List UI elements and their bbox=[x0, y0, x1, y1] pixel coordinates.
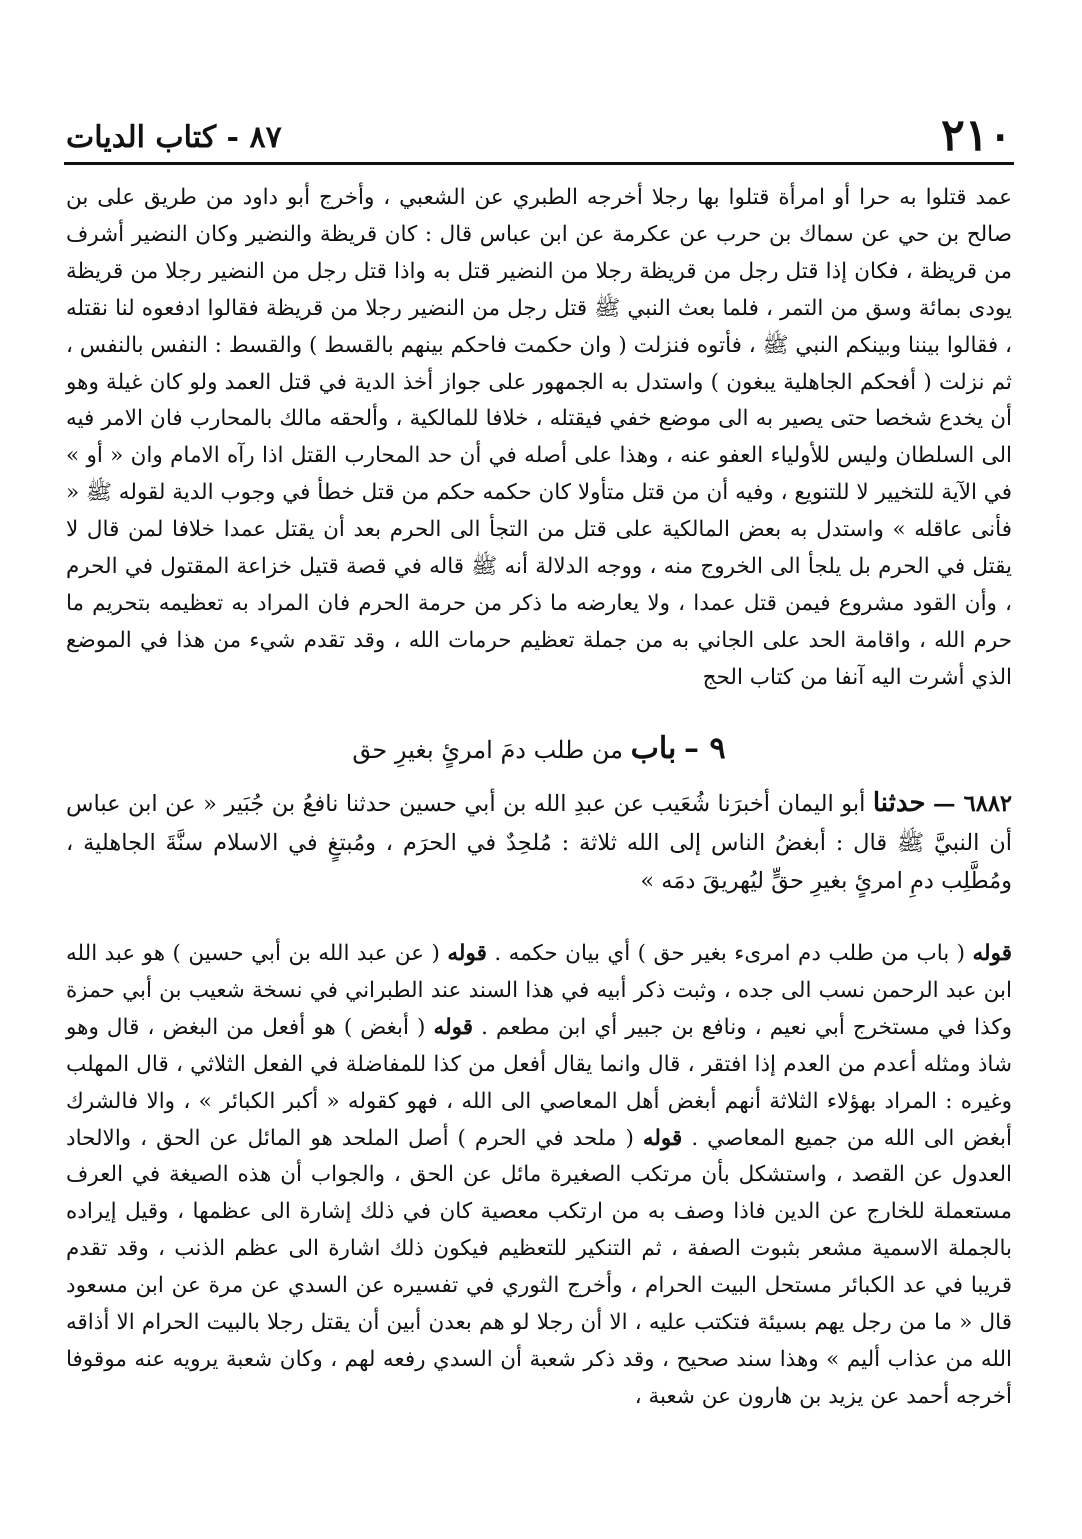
commentary-text-2 bbox=[66, 936, 1012, 1416]
commentary-paragraph-1 bbox=[66, 180, 1012, 720]
kawluhu-marker: قوله bbox=[972, 941, 1012, 966]
commentary-segment: ( عن عبد الله بن أبي حسين ) هو عبد الله ابن عبد الرحمن نسب الى جده ، وثبت ذكر أبيه في هذا السند عند الطبراني في نسخة شعيب بن أبي حمزة وكذا في مستخرج أبي نعيم ، ونافع بن جبير أي ابن مطعم . bbox=[66, 941, 1012, 1040]
commentary-segment: ( أبغض ) هو أفعل من البغض ، قال وهو شاذ ومثله أعدم من العدم إذا افتقر ، قال وانما يقال أفعل من كذا للمفاضلة في الفعل الثلاثي ، قال المهلب وغيره : المراد بهؤلاء الثلاثة أنهم أبغض أهل المعاصي الى الله ، فهو كقوله « أكبر الكبائر » ، والا فالشرك أبغض الى الله من جميع المعاصي . bbox=[66, 1014, 1012, 1151]
hadith-text: أبو اليمان أخبرَنا شُعَيب عن عبدِ الله بن أبي حسين حدثنا نافعُ بن جُبَير « عن ابن عباس أن النبيَّ ﷺ قال : أبغضُ الناس إلى الله ثلاثة : مُلحِدٌ في الحرَم ، ومُبتغٍ في الاسلام سنَّةَ الجاهلية ، ومُطَّلِب دمِ امرئٍ بغيرِ حقٍّ ليُهريقَ دمَه » bbox=[66, 791, 1012, 894]
header-rule bbox=[64, 162, 1014, 165]
kawluhu-marker: قوله bbox=[433, 1014, 474, 1040]
hadith-paragraph bbox=[66, 784, 1012, 901]
kawluhu-marker: قوله bbox=[447, 941, 487, 966]
haddathana-word: حدثنا bbox=[872, 788, 926, 818]
page-header bbox=[66, 112, 1012, 160]
kawluhu-marker: قوله bbox=[642, 1125, 683, 1151]
commentary-paragraph-2 bbox=[66, 936, 1012, 1456]
page-number: ٢١٠ bbox=[941, 110, 1012, 161]
hadith-block bbox=[66, 784, 1012, 902]
chapter-word: باب bbox=[630, 731, 677, 766]
running-title: ٨٧ - كتاب الديات bbox=[66, 120, 282, 155]
commentary-segment: ( ملحد في الحرم ) أصل الملحد هو المائل عن الحق ، والالحاد العدول عن القصد ، واستشكل بأن مرتكب الصغيرة مائل عن الحق ، والجواب أن هذه الصيغة في العرف مستعملة للخارج عن الدين فاذا وصف به من ارتكب معصية كان في ذلك إشارة الى عظمها ، وقيل إيراده بالجملة الاسمية مشعر بثبوت الصفة ، ثم التنكير للتعظيم فيكون ذلك اشارة الى عظم الذنب ، وقد تقدم قريبا في عد الكبائر مستحل البيت الحرام ، وأخرج الثوري في تفسيره عن السدي عن مرة عن ابن مسعود قال « ما من رجل يهم بسيئة فتكتب عليه ، الا أن رجلا لو هم بعدن أبين أن يقتل رجلا بالبيت الحرام الا أذاقه الله من عذاب أليم » وهذا سند صحيح ، وقد ذكر شعبة أن السدي رفعه لهم ، وكان شعبة يرويه عنه موقوفا أخرجه أحمد عن يزيد بن هارون عن شعبة ، bbox=[66, 1125, 1012, 1409]
chapter-number: ٩ – bbox=[684, 731, 726, 766]
commentary-segment: ( باب من طلب دم امرىء بغير حق ) أي بيان حكمه . bbox=[494, 941, 966, 966]
chapter-title: من طلب دمَ امرئٍ بغيرِ حق bbox=[352, 736, 623, 764]
commentary-text-1: عمد قتلوا به حرا أو امرأة قتلوا بها رجلا أخرجه الطبري عن الشعبي ، وأخرج أبو داود من طريق على بن صالح بن حي عن سماك بن حرب عن عكرمة عن ابن عباس قال : كان قريظة والنضير وكان النضير أشرف من قريظة ، فكان إذا قتل رجل من قريظة رجلا من النضير قتل به واذا قتل رجل من النضير رجلا من قريظة يودى بمائة وسق من التمر ، فلما بعث النبي ﷺ قتل رجل من النضير رجلا من قريظة فقالوا ادفعوه لنا نقتله ، فقالوا بيننا وبينكم النبي ﷺ ، فأتوه فنزلت ( وان حكمت فاحكم بينهم بالقسط ) والقسط : النفس بالنفس ، ثم نزلت ( أفحكم الجاهلية يبغون ) واستدل به الجمهور على جواز أخذ الدية في قتل العمد ولو كان غيلة وهو أن يخدع شخصا حتى يصير به الى موضع خفي فيقتله ، خلافا للمالكية ، وألحقه مالك بالمحارب فان الامر فيه الى السلطان وليس للأولياء العفو عنه ، وهذا على أصله في أن حد المحارب القتل اذا رآه الامام وان « أو » في الآية للتخيير لا للتنويع ، وفيه أن من قتل متأولا كان حكمه حكم من قتل خطأ في وجوب الدية لقوله ﷺ « فأنى عاقله » واستدل به بعض المالكية على قتل من التجأ الى الحرم بعد أن يقتل عمدا خلافا لمن قال لا يقتل في الحرم بل يلجأ الى الخروج منه ، ووجه الدلالة أنه ﷺ قاله في قصة قتيل خزاعة المقتول في الحرم ، وأن القود مشروع فيمن قتل عمدا ، ولا يعارضه ما ذكر من حرمة الحرم فان المراد به تعظيمه بتحريم ما حرم الله ، واقامة الحد على الجاني به من جملة تعظيم حرمات الله ، وقد تقدم شيء من هذا في الموضع الذي أشرت اليه آنفا من كتاب الحج bbox=[66, 185, 1012, 690]
hadith-number: ٦٨٨٢ — bbox=[933, 791, 1013, 817]
chapter-heading bbox=[66, 729, 1012, 769]
